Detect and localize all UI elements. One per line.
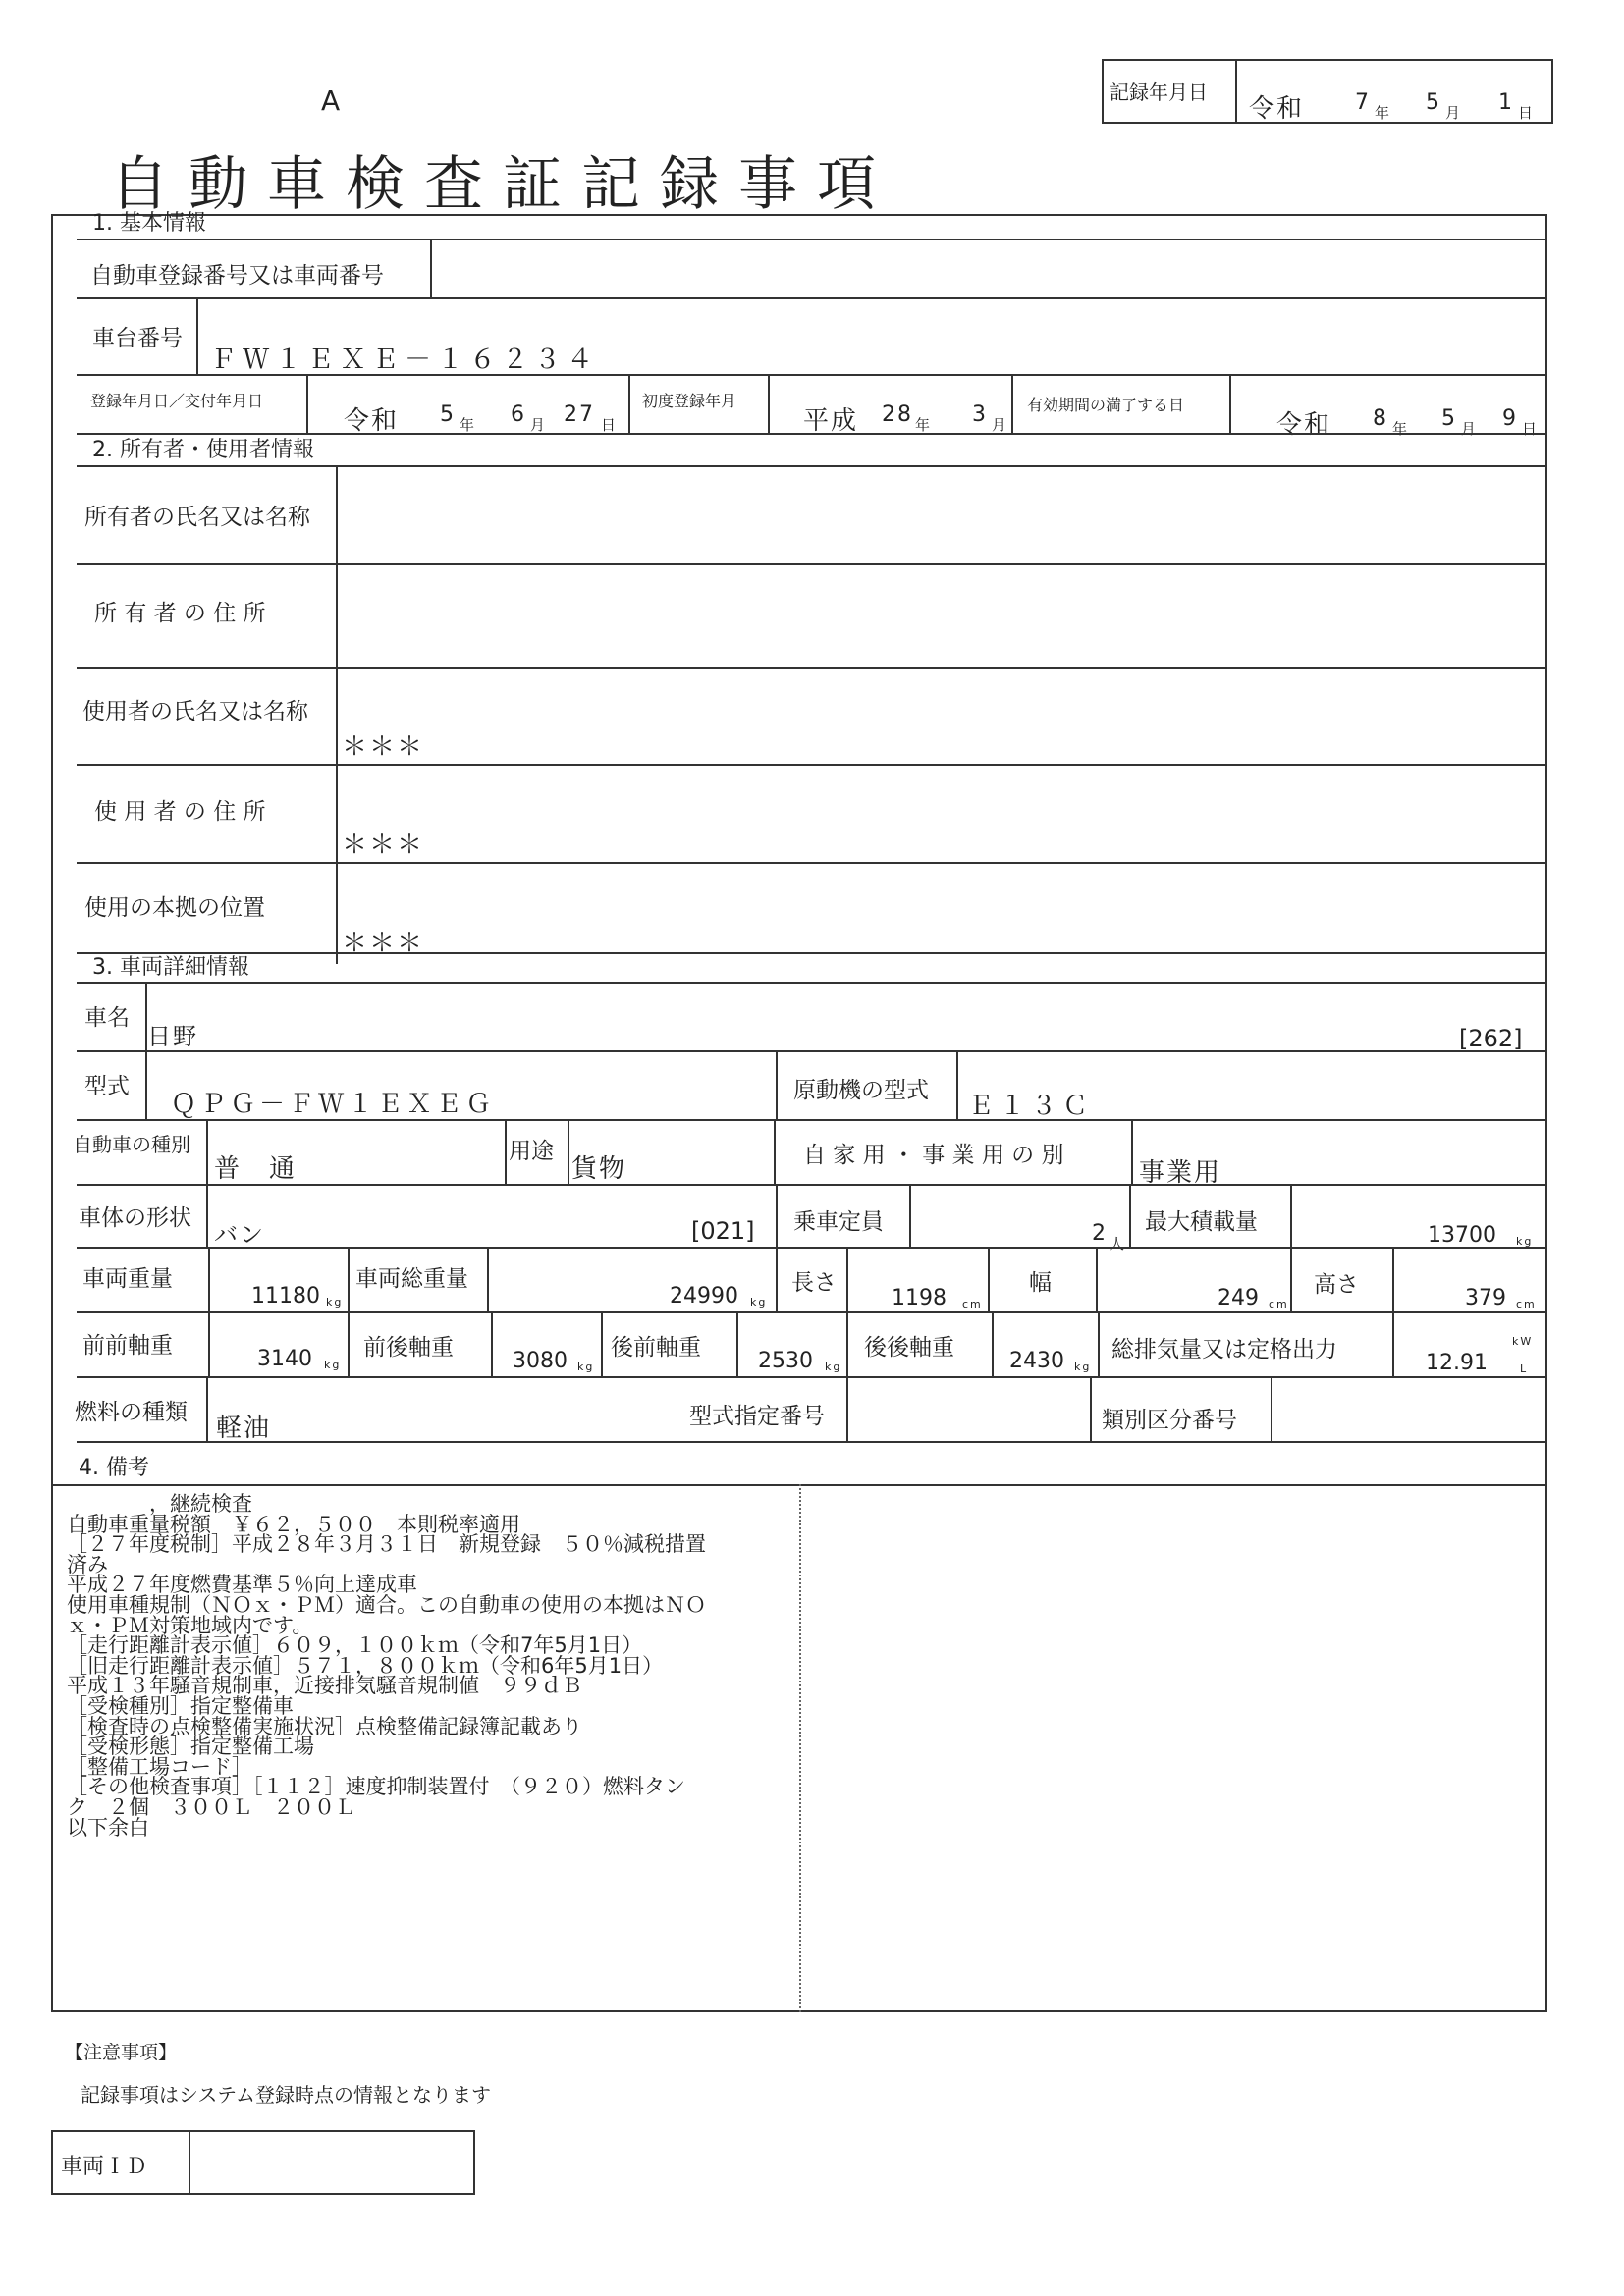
page: A 自動車検査証記録事項 記録年月日 令和 7 年 5 月 1 日 1. 基本情報 自動車登録番号又は車両番号 車台番号 ＦＷ１ＥＸＥ－１６２３４ 登録年月日／交付年月日 令和 5 年 6 月 27 日 初度登録年月 平成 28 年 3 月 有効期間の満了する日 令和 8 年 5 月 9 日 2. 所有者・使用者情報 所有者の氏名又は名称 所 有 者 の 住 所 使用者の氏名又は名称 ＊＊＊ 使 用 者 の 住 所 ＊＊＊ 使用の本拠の位置 ＊＊＊ 3. 車両詳細情報 車名 日野 [262] 型式 ＱＰＧ－ＦＷ１ＥＸＥＧ 原動機の型式 Ｅ１３Ｃ 自動車の種別 普 通 用途 貨物 自 家 用 ・ 事 業 用 の 別 事業用 車体の形状 バン [021] 乗車定員 2 人 最大積載量 13700 kg 車両重量 11180 kg 車両総重量 24990 kg 長さ 1198 cm 幅 249 cm 高さ 379 cm 前前軸重 3140 kg 前後軸重 3080 kg 後前軸重 2530 kg 後後軸重 2430 kg 総排気量又は定格出力 12.91 kW L 燃料の種類 軽油 型式指定番号 類別区分番号 4. 備考 ，継続検査 自動車重量税額 ￥６２，５００ 本則税率適用 ［２７年度税制］平成２８年３月３１日 新規登録 ５０％減税措置 済み 平成２７年度燃費基準５％向上達成車 使用車種規制（ＮＯｘ・ＰＭ）適合。この自動車の使用の本拠はＮＯ ｘ・ＰＭ対策地域内です。 ［走行距離計表示値］６０９，１００ｋｍ（令和7年5月1日） ［旧走行距離計表示値］５７１，８００ｋｍ（令和6年5月1日） 平成１３年騒音規制車，近接排気騒音規制値 ９９ｄＢ ［受検種別］指定整備車 ［検査時の点検整備実施状況］点検整備記録簿記載あり ［受検形態］指定整備工場 ［整備工場コード］ ［その他検査事項］［１１２］速度抑制装置付 （９２０）燃料タン ク ２個 ３００Ｌ ２００Ｌ 以下余白 【注意事項】 記録事項はシステム登録時点の情報となります 車両ＩＤ — [0, 0, 1624, 2296]
notes-title: 【注意事項】 — [65, 2042, 178, 2063]
chassis-value: ＦＷ１ＥＸＥ－１６２３４ — [210, 345, 599, 375]
engine-value: Ｅ１３Ｃ — [968, 1092, 1095, 1121]
length-value: 1198 — [892, 1286, 947, 1310]
use-label: 用途 — [509, 1139, 554, 1164]
use-value: 貨物 — [571, 1154, 627, 1184]
remark-line: ［整備工場コード］ — [67, 1754, 252, 1779]
rr-axle-label: 後後軸重 — [864, 1335, 954, 1361]
remark-line: ［走行距離計表示値］６０９，１００ｋｍ（令和7年5月1日） — [67, 1633, 643, 1658]
model-value: ＱＰＧ－ＦＷ１ＥＸＥＧ — [171, 1090, 496, 1119]
gross-value: 24990 — [670, 1284, 738, 1308]
length-label: 長さ — [791, 1270, 837, 1296]
remark-line: ク ２個 ３００Ｌ ２００Ｌ — [67, 1794, 355, 1819]
ff-axle-value: 3140 — [257, 1347, 312, 1371]
section2-title: 2. 所有者・使用者情報 — [92, 438, 314, 462]
reg-date-era: 令和 — [344, 406, 400, 436]
gross-label: 車両総重量 — [355, 1266, 468, 1292]
record-date-month: 5 — [1426, 90, 1441, 115]
reg-number-label: 自動車登録番号又は車両番号 — [90, 263, 384, 289]
first-reg-label: 初度登録年月 — [642, 392, 737, 410]
rf-axle-label: 後前軸重 — [611, 1335, 701, 1361]
fr-axle-label: 前後軸重 — [363, 1335, 454, 1361]
fuel-label: 燃料の種類 — [75, 1400, 188, 1425]
ff-axle-label: 前前軸重 — [82, 1333, 173, 1359]
type-label: 自動車の種別 — [73, 1133, 190, 1156]
fuel-value: 軽油 — [216, 1414, 272, 1443]
section1-title: 1. 基本情報 — [92, 211, 206, 236]
record-date-label: 記録年月日 — [1110, 80, 1208, 104]
category-label: 類別区分番号 — [1102, 1408, 1237, 1433]
type-value: 普 通 — [214, 1154, 298, 1184]
displacement-label: 総排気量又は定格出力 — [1111, 1337, 1337, 1362]
user-addr-label: 使 用 者 の 住 所 — [94, 799, 266, 825]
displacement-value: 12.91 — [1426, 1351, 1488, 1375]
remark-line: 使用車種規制（ＮＯｘ・ＰＭ）適合。この自動車の使用の本拠はＮＯ — [67, 1592, 706, 1617]
expiry-era: 令和 — [1276, 410, 1332, 440]
body-value: バン — [214, 1221, 265, 1249]
remark-line: 以下余白 — [67, 1815, 149, 1840]
max-load-label: 最大積載量 — [1145, 1209, 1258, 1235]
car-name-label: 車名 — [84, 1005, 130, 1031]
max-load-value: 13700 — [1428, 1223, 1496, 1248]
remark-line: 平成１３年騒音規制車，近接排気騒音規制値 ９９ｄＢ — [67, 1674, 582, 1698]
remark-line: ［検査時の点検整備実施状況］点検整備記録簿記載あり — [67, 1714, 582, 1738]
remark-line: 自動車重量税額 ￥６２，５００ 本則税率適用 — [67, 1512, 520, 1536]
record-date-day: 1 — [1498, 90, 1514, 115]
weight-value: 11180 — [251, 1284, 320, 1308]
rf-axle-value: 2530 — [758, 1349, 813, 1373]
private-label: 自 家 用 ・ 事 業 用 の 別 — [803, 1143, 1064, 1168]
section3-title: 3. 車両詳細情報 — [92, 955, 249, 980]
remark-line: ，継続検査 — [67, 1492, 252, 1516]
remarks-list — [67, 1494, 813, 1838]
remark-line: ［その他検査事項］［１１２］速度抑制装置付 （９２０）燃料タン — [67, 1775, 685, 1799]
remark-line: 平成２７年度燃費基準５％向上達成車 — [67, 1573, 417, 1597]
engine-label: 原動機の型式 — [793, 1078, 929, 1103]
height-label: 高さ — [1314, 1272, 1359, 1298]
owner-addr-label: 所 有 者 の 住 所 — [94, 601, 266, 626]
weight-label: 車両重量 — [82, 1266, 173, 1292]
designation-label: 型式指定番号 — [689, 1404, 825, 1429]
reg-date-label: 登録年月日／交付年月日 — [90, 392, 264, 410]
expiry-label: 有効期間の満了する日 — [1027, 396, 1185, 414]
mark-a: A — [321, 84, 341, 117]
remark-line: 済み — [67, 1552, 108, 1576]
width-value: 249 — [1218, 1286, 1259, 1310]
remark-line: ［２７年度税制］平成２８年３月３１日 新規登録 ５０％減税措置 — [67, 1532, 706, 1557]
body-code: [021] — [691, 1217, 755, 1245]
first-reg-era: 平成 — [803, 406, 859, 436]
user-name-value: ＊＊＊ — [342, 732, 425, 762]
base-label: 使用の本拠の位置 — [84, 895, 265, 921]
section4-title: 4. 備考 — [79, 1456, 149, 1480]
remark-line: ｘ・ＰＭ対策地域内です。 — [67, 1613, 313, 1637]
document-title: 自動車検査証記録事項 — [110, 150, 895, 219]
record-date-year: 7 — [1355, 90, 1371, 115]
car-name-value: 日野 — [147, 1023, 198, 1050]
car-name-code: [262] — [1459, 1025, 1523, 1052]
remark-line: ［受検種別］指定整備車 — [67, 1693, 294, 1718]
model-label: 型式 — [84, 1074, 130, 1099]
base-value: ＊＊＊ — [342, 929, 425, 958]
user-name-label: 使用者の氏名又は名称 — [82, 699, 308, 724]
vehicle-id-label: 車両ＩＤ — [61, 2155, 148, 2179]
height-value: 379 — [1465, 1286, 1506, 1310]
chassis-label: 車台番号 — [92, 326, 183, 351]
width-label: 幅 — [1029, 1270, 1052, 1296]
body-label: 車体の形状 — [79, 1205, 191, 1231]
notes-text: 記録事項はシステム登録時点の情報となります — [81, 2083, 491, 2107]
remark-line: ［受検形態］指定整備工場 — [67, 1735, 314, 1759]
private-value: 事業用 — [1139, 1158, 1222, 1188]
capacity-label: 乗車定員 — [793, 1209, 884, 1235]
remark-line: ［旧走行距離計表示値］５７１，８００ｋｍ（令和6年5月1日） — [67, 1653, 664, 1678]
owner-name-label: 所有者の氏名又は名称 — [84, 505, 310, 530]
rr-axle-value: 2430 — [1009, 1349, 1064, 1373]
capacity-value: 2 — [1092, 1221, 1108, 1246]
user-addr-value: ＊＊＊ — [342, 830, 425, 860]
fr-axle-value: 3080 — [513, 1349, 568, 1373]
record-date-era: 令和 — [1249, 94, 1305, 124]
